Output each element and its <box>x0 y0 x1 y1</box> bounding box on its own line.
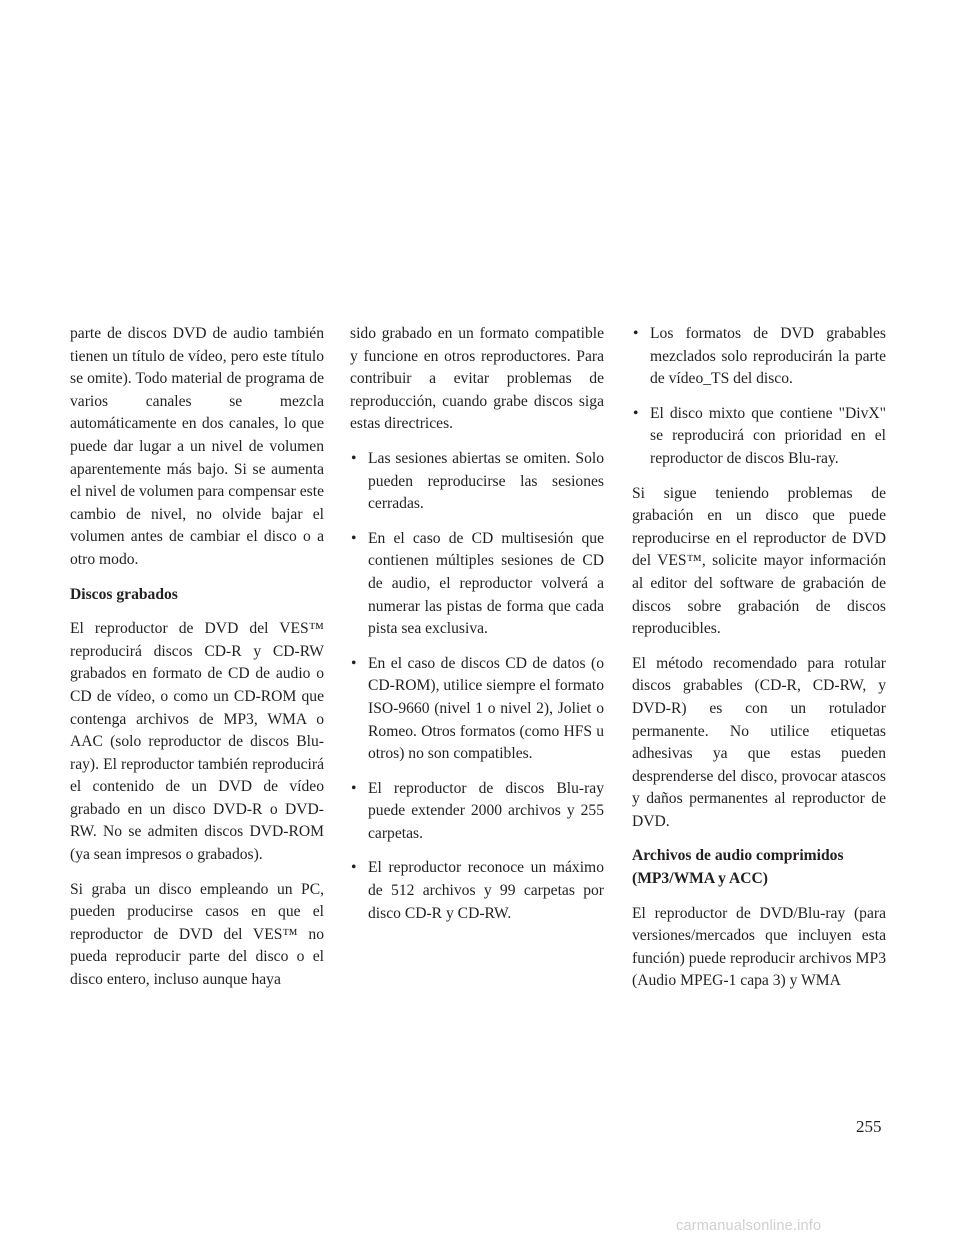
paragraph: parte de discos DVD de audio también tienen un título de vídeo, pero este título se omite). Todo material de programa de varios canales se mezcla automáticamente en dos canales, lo que puede dar lugar a un nivel de volumen aparentemente más bajo. Si se aumenta el nivel de volumen para compensar este cambio de nivel, no olvide bajar el volumen antes de cambiar el disco o a otro modo. <box>70 325 324 568</box>
watermark: carmanualsonline.info <box>676 1218 822 1234</box>
page-number: 255 <box>856 1117 882 1136</box>
bullet-icon: • <box>351 529 357 547</box>
section-heading-recorded-discs: Discos grabados <box>70 585 178 603</box>
section-heading-compressed-audio: Archivos de audio comprimidos (MP3/WMA y ACC) <box>632 847 844 888</box>
bullet-icon: • <box>633 325 639 342</box>
list-item: • Los formatos de DVD grabables mezclados solo reproducirán la parte de vídeo_TS del disco. <box>633 325 886 388</box>
list-item: • El reproductor de discos Blu-ray puede extender 2000 archivos y 255 carpetas. <box>351 779 604 842</box>
list-item: • El disco mixto que contiene "DivX" se reproducirá con prioridad en el reproductor de discos Blu-ray. <box>633 404 886 467</box>
list-item: • El reproductor reconoce un máximo de 512 archivos y 99 carpetas por disco CD-R y CD-RW. <box>351 859 604 922</box>
paragraph: Si sigue teniendo problemas de grabación en un disco que puede reproducirse en el reproductor de DVD del VES™, solicite mayor información al editor del software de grabación de discos sobre grabación de discos reproducibles. <box>632 484 886 638</box>
bullet-icon: • <box>351 449 357 467</box>
bullet-icon: • <box>351 654 357 672</box>
bullet-list <box>632 323 886 471</box>
bullet-icon: • <box>351 779 357 797</box>
bullet-list <box>350 448 604 925</box>
list-item: • En el caso de discos CD de datos (o CD-ROM), utilice siempre el formato ISO-9660 (nivel 1 o nivel 2), Joliet o Romeo. Otros formatos (como HFS u otros) no son compatibles. <box>351 654 605 763</box>
paragraph: El reproductor de DVD/Blu-ray (para versiones/mercados que incluyen esta función) puede reproducir archivos MP3 (Audio MPEG-1 capa 3) y WMA <box>632 904 886 990</box>
bullet-icon: • <box>633 404 639 422</box>
paragraph: Si graba un disco empleando un PC, pueden producirse casos en que el reproductor de DVD del VES™ no pueda reproducir parte del disco o el disco entero, incluso aunque haya <box>70 880 324 989</box>
paragraph: El método recomendado para rotular discos grabables (CD-R, CD-RW, y DVD-R) es con un rotulador permanente. No utilice etiquetas adhesivas ya que estas pueden desprenderse del disco, provocar atascos y daños permanentes al reproductor de DVD. <box>632 654 886 830</box>
list-item: • En el caso de CD multisesión que contienen múltiples sesiones de CD de audio, el reproductor volverá a numerar las pistas de forma que cada pista sea exclusiva. <box>351 529 604 638</box>
paragraph: sido grabado en un formato compatible y funcione en otros reproductores. Para contribuir a evitar problemas de reproducción, cuando grabe discos siga estas directrices. <box>350 325 604 433</box>
text-column-3 <box>632 323 886 1005</box>
text-column-2 <box>350 323 604 937</box>
bullet-icon: • <box>351 859 357 877</box>
paragraph: El reproductor de DVD del VES™ reproducirá discos CD-R y CD-RW grabados en formato de CD de audio o CD de vídeo, o como un CD-ROM que contenga archivos de MP3, WMA o AAC (solo reproductor de discos Blu-ray). El reproductor también reproducirá el contenido de un DVD de vídeo grabado en un disco DVD-R o DVD-RW. No se admiten discos DVD-ROM (ya sean impresos o grabados). <box>70 620 324 864</box>
list-item: • Las sesiones abiertas se omiten. Solo pueden reproducirse las sesiones cerradas. <box>351 449 604 513</box>
text-column-1 <box>70 323 324 1004</box>
